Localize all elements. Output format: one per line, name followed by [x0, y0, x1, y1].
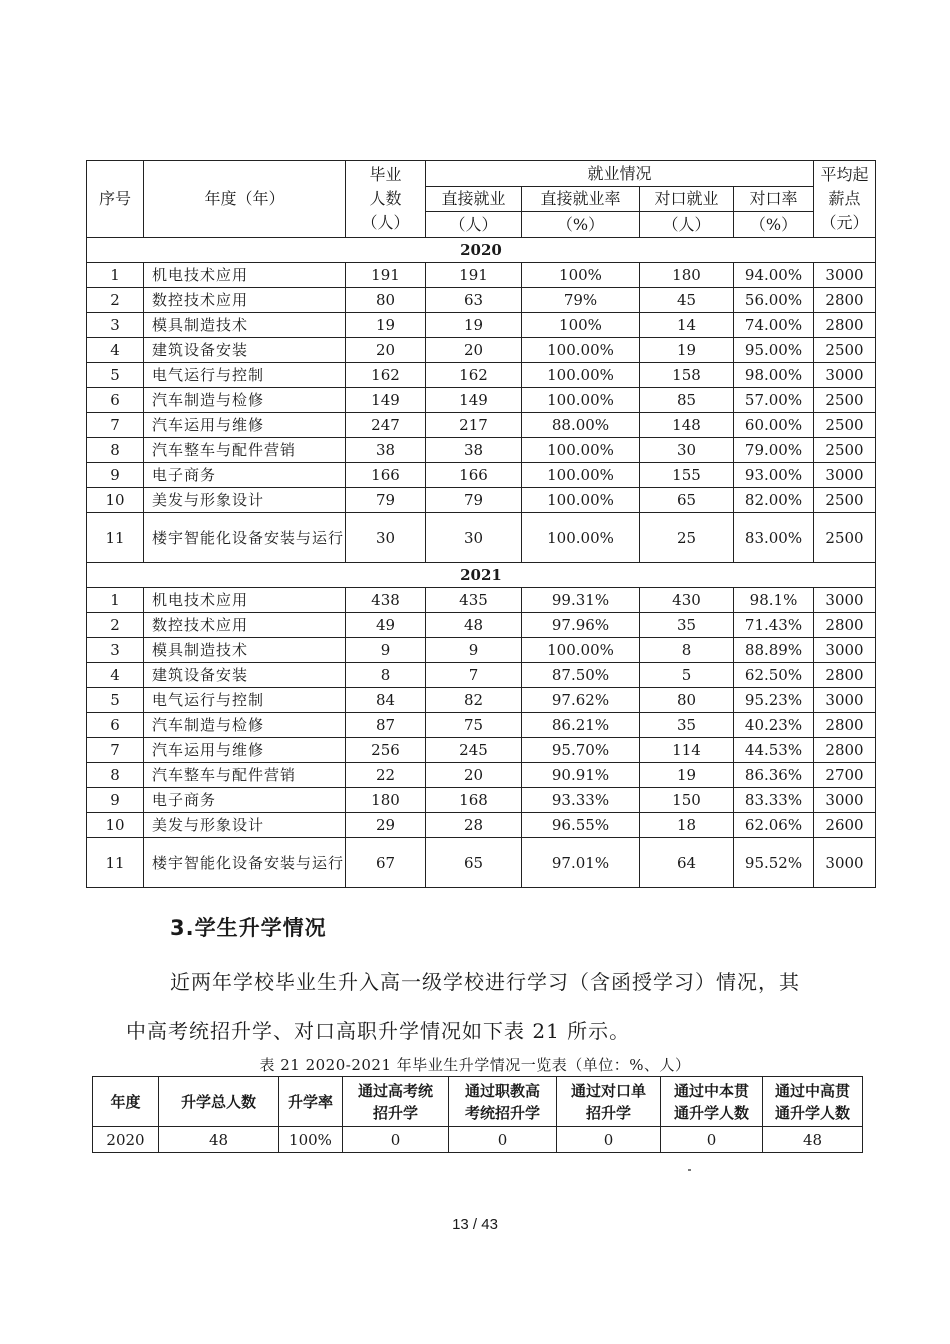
- table21-cell: 100%: [279, 1127, 343, 1153]
- table-cell: 9: [87, 463, 144, 488]
- table-cell: 40.23%: [734, 713, 814, 738]
- table-cell: 56.00%: [734, 288, 814, 313]
- table-cell: 150: [640, 788, 734, 813]
- table-cell: 数控技术应用: [144, 613, 346, 638]
- table-cell: 90.91%: [522, 763, 640, 788]
- table-cell: 166: [426, 463, 522, 488]
- header-match-rate: 对口率: [734, 187, 814, 212]
- table-cell: 2500: [814, 338, 876, 363]
- table-cell: 75: [426, 713, 522, 738]
- table-cell: 95.70%: [522, 738, 640, 763]
- table-cell: 2500: [814, 488, 876, 513]
- table-row: [87, 338, 876, 363]
- table-cell: 100.00%: [522, 463, 640, 488]
- table-cell: 35: [640, 713, 734, 738]
- table-cell: 48: [426, 613, 522, 638]
- table-cell: 2: [87, 288, 144, 313]
- table-cell: 20: [426, 763, 522, 788]
- table-cell: 95.00%: [734, 338, 814, 363]
- table-row: [87, 638, 876, 663]
- table21-cell: 48: [159, 1127, 279, 1153]
- table-cell: 95.23%: [734, 688, 814, 713]
- table21-cell: 0: [343, 1127, 449, 1153]
- table-row: [87, 413, 876, 438]
- table-cell: 247: [346, 413, 426, 438]
- table-row: [87, 288, 876, 313]
- table-cell: 97.96%: [522, 613, 640, 638]
- table-cell: 5: [87, 688, 144, 713]
- table-cell: 82: [426, 688, 522, 713]
- table-cell: 217: [426, 413, 522, 438]
- table21-cell: 0: [661, 1127, 763, 1153]
- table-cell: 25: [640, 513, 734, 563]
- table-cell: 38: [346, 438, 426, 463]
- table-cell: 158: [640, 363, 734, 388]
- table-cell: 155: [640, 463, 734, 488]
- table-cell: 2800: [814, 663, 876, 688]
- table-cell: 45: [640, 288, 734, 313]
- table-cell: 1: [87, 588, 144, 613]
- table-cell: 79: [426, 488, 522, 513]
- table-cell: 35: [640, 613, 734, 638]
- table-cell: 79.00%: [734, 438, 814, 463]
- table-cell: 2800: [814, 738, 876, 763]
- table-row: [87, 738, 876, 763]
- table-cell: 8: [87, 438, 144, 463]
- table-cell: 3000: [814, 788, 876, 813]
- table-cell: 30: [640, 438, 734, 463]
- table-cell: 4: [87, 338, 144, 363]
- table21-header-cell: 升学总人数: [159, 1077, 279, 1127]
- table-row: [87, 588, 876, 613]
- table-cell: 电子商务: [144, 788, 346, 813]
- table-row: [87, 613, 876, 638]
- table-cell: 建筑设备安装: [144, 663, 346, 688]
- table-cell: 汽车运用与维修: [144, 738, 346, 763]
- table-cell: 11: [87, 838, 144, 888]
- table-cell: 99.31%: [522, 588, 640, 613]
- table-cell: 9: [87, 788, 144, 813]
- table-cell: 84: [346, 688, 426, 713]
- table-caption: 表 21 2020-2021 年毕业生升学情况一览表（单位：%、人）: [259, 1056, 691, 1074]
- table-cell: 电气运行与控制: [144, 363, 346, 388]
- table-cell: 168: [426, 788, 522, 813]
- table-cell: 18: [640, 813, 734, 838]
- table-cell: 4: [87, 663, 144, 688]
- header-grads: 毕业 人数 （人）: [346, 161, 426, 238]
- further-study-table: [92, 1076, 863, 1153]
- table-cell: 5: [640, 663, 734, 688]
- table-cell: 1: [87, 263, 144, 288]
- table-cell: 22: [346, 763, 426, 788]
- table-cell: 148: [640, 413, 734, 438]
- table-cell: 438: [346, 588, 426, 613]
- table-cell: 19: [346, 313, 426, 338]
- table-cell: 435: [426, 588, 522, 613]
- table-cell: 64: [640, 838, 734, 888]
- table-row: [87, 838, 876, 888]
- table-cell: 60.00%: [734, 413, 814, 438]
- table-cell: 30: [346, 513, 426, 563]
- table-cell: 2800: [814, 288, 876, 313]
- table21-cell: 0: [557, 1127, 661, 1153]
- paragraph-line-2: 中高考统招升学、对口高职升学情况如下表 21 所示。: [126, 1019, 631, 1043]
- table-cell: 8: [640, 638, 734, 663]
- table-cell: 6: [87, 388, 144, 413]
- table-cell: 85: [640, 388, 734, 413]
- table-cell: 2800: [814, 713, 876, 738]
- table-row: [87, 438, 876, 463]
- table-cell: 楼宇智能化设备安装与运行: [144, 838, 346, 888]
- table-cell: 19: [640, 763, 734, 788]
- table21-header-cell: 通过对口单 招升学: [557, 1077, 661, 1127]
- table-cell: 63: [426, 288, 522, 313]
- table-cell: 93.00%: [734, 463, 814, 488]
- table-cell: 电子商务: [144, 463, 346, 488]
- table21-cell: 48: [763, 1127, 863, 1153]
- table-cell: 166: [346, 463, 426, 488]
- table-cell: 100%: [522, 313, 640, 338]
- table-cell: 86.21%: [522, 713, 640, 738]
- table-cell: 3: [87, 638, 144, 663]
- table-cell: 电气运行与控制: [144, 688, 346, 713]
- table-cell: 2500: [814, 438, 876, 463]
- table-cell: 7: [426, 663, 522, 688]
- table-row: [87, 688, 876, 713]
- header-direct-unit: （人）: [426, 212, 522, 238]
- table-cell: 模具制造技术: [144, 638, 346, 663]
- table-row: [87, 313, 876, 338]
- table-cell: 114: [640, 738, 734, 763]
- table-cell: 65: [640, 488, 734, 513]
- table-cell: 97.62%: [522, 688, 640, 713]
- table21-row: [93, 1127, 863, 1153]
- table-cell: 3000: [814, 263, 876, 288]
- table21-header-cell: 通过中本贯 通升学人数: [661, 1077, 763, 1127]
- table-cell: 楼宇智能化设备安装与运行: [144, 513, 346, 563]
- table-cell: 28: [426, 813, 522, 838]
- table-cell: 191: [346, 263, 426, 288]
- table-cell: 2: [87, 613, 144, 638]
- table-row: [87, 788, 876, 813]
- table-row: [87, 388, 876, 413]
- table-cell: 机电技术应用: [144, 588, 346, 613]
- table-cell: 87: [346, 713, 426, 738]
- table21-header-cell: 通过职教高 考统招升学: [449, 1077, 557, 1127]
- page-number: 13 / 43: [452, 1216, 498, 1233]
- table-cell: 汽车制造与检修: [144, 388, 346, 413]
- header-seq: 序号: [87, 161, 144, 238]
- table21-header-cell: 通过中高贯 通升学人数: [763, 1077, 863, 1127]
- table-cell: 100.00%: [522, 513, 640, 563]
- table-cell: 3000: [814, 838, 876, 888]
- header-match-unit: （人）: [640, 212, 734, 238]
- table-cell: 8: [346, 663, 426, 688]
- table-cell: 7: [87, 413, 144, 438]
- table-cell: 82.00%: [734, 488, 814, 513]
- table-cell: 180: [346, 788, 426, 813]
- paragraph-line-1: 近两年学校毕业生升入高一级学校进行学习（含函授学习）情况，其: [170, 970, 800, 994]
- table-cell: 62.50%: [734, 663, 814, 688]
- table-cell: 3000: [814, 463, 876, 488]
- table-cell: 98.00%: [734, 363, 814, 388]
- table-cell: 256: [346, 738, 426, 763]
- table-cell: 83.33%: [734, 788, 814, 813]
- table-cell: 100.00%: [522, 438, 640, 463]
- table-cell: 美发与形象设计: [144, 488, 346, 513]
- header-year: 年度（年）: [144, 161, 346, 238]
- table-cell: 86.36%: [734, 763, 814, 788]
- table-cell: 2500: [814, 388, 876, 413]
- table-cell: 57.00%: [734, 388, 814, 413]
- table-cell: 149: [426, 388, 522, 413]
- table21-header-cell: 通过高考统 招升学: [343, 1077, 449, 1127]
- table-cell: 14: [640, 313, 734, 338]
- table-cell: 79: [346, 488, 426, 513]
- table-cell: 3000: [814, 638, 876, 663]
- table-cell: 建筑设备安装: [144, 338, 346, 363]
- table-row: [87, 488, 876, 513]
- table21-cell: 0: [449, 1127, 557, 1153]
- table-cell: 162: [426, 363, 522, 388]
- table-cell: 9: [426, 638, 522, 663]
- header-match-rate-unit: （%）: [734, 212, 814, 238]
- table-row: [87, 813, 876, 838]
- table-cell: 3000: [814, 688, 876, 713]
- table-cell: 模具制造技术: [144, 313, 346, 338]
- table-cell: 9: [346, 638, 426, 663]
- table-cell: 3000: [814, 588, 876, 613]
- header-direct-rate: 直接就业率: [522, 187, 640, 212]
- year-group-row: [87, 238, 876, 263]
- header-employment: 就业情况: [426, 161, 814, 187]
- table-cell: 71.43%: [734, 613, 814, 638]
- employment-table: [86, 160, 876, 888]
- table-cell: 11: [87, 513, 144, 563]
- table-cell: 6: [87, 713, 144, 738]
- table-cell: 2600: [814, 813, 876, 838]
- table-cell: 10: [87, 488, 144, 513]
- table-cell: 汽车运用与维修: [144, 413, 346, 438]
- table-cell: 180: [640, 263, 734, 288]
- table-cell: 30: [426, 513, 522, 563]
- table-cell: 3: [87, 313, 144, 338]
- year-group-label: 2020: [87, 238, 876, 263]
- year-group-label: 2021: [87, 563, 876, 588]
- table-cell: 20: [426, 338, 522, 363]
- header-direct-rate-unit: （%）: [522, 212, 640, 238]
- table-cell: 88.00%: [522, 413, 640, 438]
- table-cell: 162: [346, 363, 426, 388]
- table-row: [87, 663, 876, 688]
- table-cell: 29: [346, 813, 426, 838]
- table-cell: 100.00%: [522, 638, 640, 663]
- year-group-row: [87, 563, 876, 588]
- table-cell: 98.1%: [734, 588, 814, 613]
- table-cell: 数控技术应用: [144, 288, 346, 313]
- table-cell: 79%: [522, 288, 640, 313]
- table-cell: 19: [426, 313, 522, 338]
- section-title: 3.学生升学情况: [170, 916, 327, 940]
- table-row: [87, 463, 876, 488]
- table-cell: 49: [346, 613, 426, 638]
- table-cell: 65: [426, 838, 522, 888]
- table-cell: 62.06%: [734, 813, 814, 838]
- table-cell: 94.00%: [734, 263, 814, 288]
- table-cell: 2800: [814, 613, 876, 638]
- table-cell: 430: [640, 588, 734, 613]
- table-cell: 2700: [814, 763, 876, 788]
- table-cell: 44.53%: [734, 738, 814, 763]
- table-cell: 汽车整车与配件营销: [144, 763, 346, 788]
- table-cell: 100.00%: [522, 388, 640, 413]
- table-row: [87, 763, 876, 788]
- table-cell: 汽车制造与检修: [144, 713, 346, 738]
- table-cell: 97.01%: [522, 838, 640, 888]
- table-cell: 100.00%: [522, 338, 640, 363]
- table21-header-cell: 年度: [93, 1077, 159, 1127]
- table-cell: 149: [346, 388, 426, 413]
- table-cell: 19: [640, 338, 734, 363]
- table-cell: 80: [640, 688, 734, 713]
- table-cell: 38: [426, 438, 522, 463]
- table-cell: 美发与形象设计: [144, 813, 346, 838]
- table-cell: 100%: [522, 263, 640, 288]
- table-cell: 96.55%: [522, 813, 640, 838]
- table-cell: 10: [87, 813, 144, 838]
- table21-cell: 2020: [93, 1127, 159, 1153]
- table-cell: 95.52%: [734, 838, 814, 888]
- table-cell: 245: [426, 738, 522, 763]
- table-cell: 3000: [814, 363, 876, 388]
- table-cell: 83.00%: [734, 513, 814, 563]
- table-cell: 2500: [814, 413, 876, 438]
- table-cell: 5: [87, 363, 144, 388]
- table-cell: 机电技术应用: [144, 263, 346, 288]
- table-row: [87, 363, 876, 388]
- table-cell: 100.00%: [522, 488, 640, 513]
- table-cell: 7: [87, 738, 144, 763]
- header-direct: 直接就业: [426, 187, 522, 212]
- table-cell: 20: [346, 338, 426, 363]
- header-match: 对口就业: [640, 187, 734, 212]
- table-cell: 2500: [814, 513, 876, 563]
- table-cell: 2800: [814, 313, 876, 338]
- table-cell: 191: [426, 263, 522, 288]
- table-cell: 80: [346, 288, 426, 313]
- scan-speck: [688, 1169, 691, 1171]
- table-row: [87, 513, 876, 563]
- table-cell: 8: [87, 763, 144, 788]
- table-cell: 汽车整车与配件营销: [144, 438, 346, 463]
- header-salary: 平均起 薪点 （元）: [814, 161, 876, 238]
- table-cell: 88.89%: [734, 638, 814, 663]
- table21-header-cell: 升学率: [279, 1077, 343, 1127]
- table-cell: 87.50%: [522, 663, 640, 688]
- table-cell: 93.33%: [522, 788, 640, 813]
- employment-table-body: [87, 238, 876, 888]
- table-cell: 74.00%: [734, 313, 814, 338]
- table-row: [87, 713, 876, 738]
- table-row: [87, 263, 876, 288]
- table-cell: 100.00%: [522, 363, 640, 388]
- table-cell: 67: [346, 838, 426, 888]
